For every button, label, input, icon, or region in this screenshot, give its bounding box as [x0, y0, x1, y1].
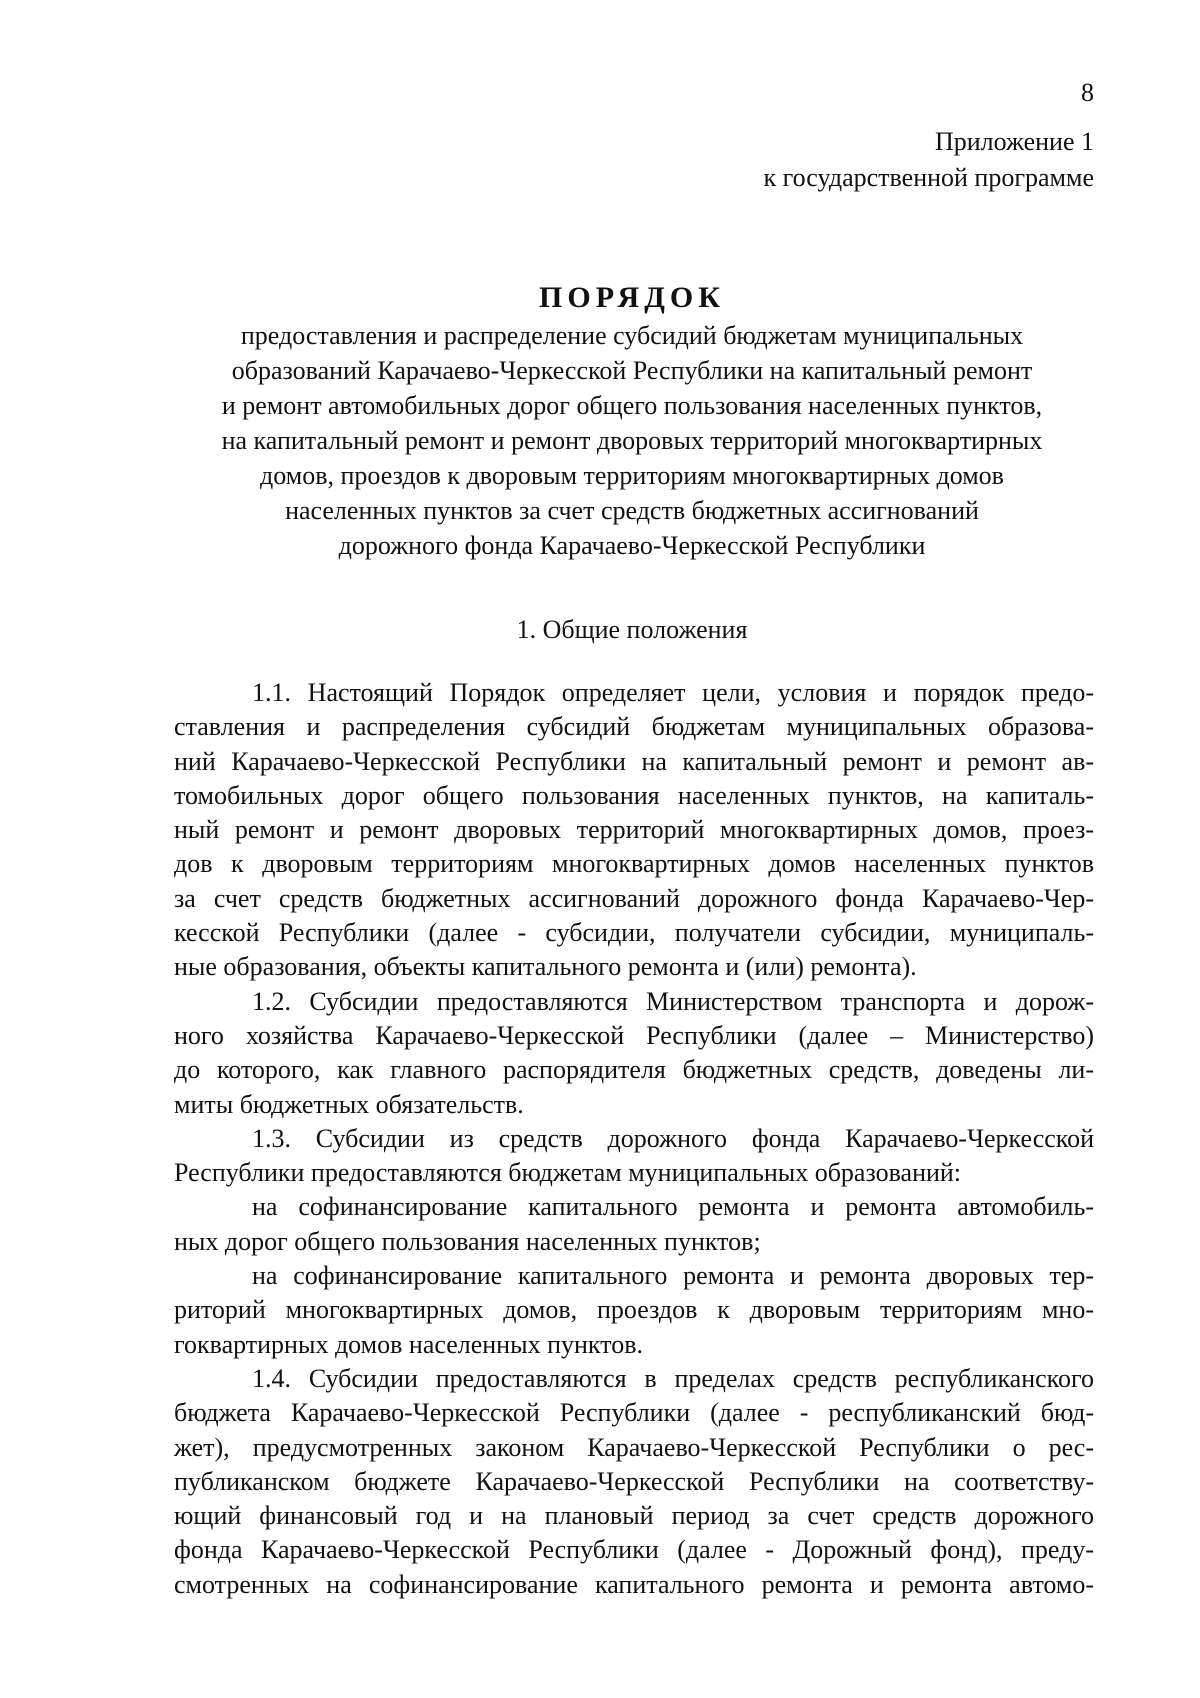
body-line: гоквартирных домов населенных пунктов.	[174, 1329, 643, 1359]
body-line: публиканском бюджете Карачаево-Черкесской Республики на соответству-	[174, 1466, 1094, 1496]
body-line: за счет средств бюджетных ассигнований дорожного фонда Карачаево-Чер-	[174, 883, 1094, 913]
body-line: риторий многоквартирных домов, проездов к дворовым территориям мно-	[174, 1295, 1094, 1325]
body-line: 1.3. Субсидии из средств дорожного фонда Карачаево-Черкесской	[252, 1123, 1094, 1153]
document-title: ПОРЯДОК	[539, 281, 725, 314]
body-line: ный ремонт и ремонт дворовых территорий многоквартирных домов, проез-	[174, 815, 1094, 845]
body-line: ставления и распределения субсидий бюджетам муниципальных образова-	[174, 712, 1094, 742]
title-block	[170, 280, 1094, 563]
section-heading: 1. Общие положения	[516, 615, 748, 644]
document-subtitle	[170, 318, 1094, 563]
body-line: Республики предоставляются бюджетам муниципальных образований:	[174, 1158, 962, 1188]
body-line: 1.4. Субсидии предоставляются в пределах средств республиканского	[252, 1363, 1094, 1393]
subtitle-line: на капитальный ремонт и ремонт дворовых территорий многоквартирных	[221, 426, 1043, 455]
subtitle-line: населенных пунктов за счет средств бюджетных ассигнований	[285, 496, 979, 525]
body-line: кесской Республики (далее - субсидии, получатели субсидии, муниципаль-	[174, 918, 1094, 948]
body-line: миты бюджетных обязательств.	[174, 1089, 524, 1119]
body-line: ного хозяйства Карачаево-Черкесской Республики (далее – Министерство)	[174, 1020, 1094, 1050]
appendix-header	[764, 124, 1095, 196]
subtitle-line: домов, проездов к дворовым территориям многоквартирных домов	[260, 461, 1004, 490]
appendix-line: к государственной программе	[763, 163, 1094, 192]
body-line: фонда Карачаево-Черкесской Республики (далее - Дорожный фонд), преду-	[174, 1535, 1094, 1565]
body-line: бюджета Карачаево-Черкесской Республики (далее - республиканский бюд-	[174, 1398, 1094, 1428]
subtitle-line: образований Карачаево-Черкесской Республики на капитальный ремонт	[231, 356, 1033, 385]
body-line: ющий финансовый год и на плановый период за счет средств дорожного	[174, 1501, 1094, 1531]
body-line: на софинансирование капитального ремонта и ремонта автомобиль-	[252, 1192, 1094, 1222]
body-line: 1.2. Субсидии предоставляются Министерством транспорта и дорож-	[252, 986, 1094, 1016]
appendix-line: Приложение 1	[934, 127, 1094, 156]
page-number: 8	[1081, 78, 1094, 107]
subtitle-line: предоставления и распределение субсидий бюджетам муниципальных	[240, 321, 1024, 350]
body-line: жет), предусмотренных законом Карачаево-Черкесской Республики о рес-	[174, 1432, 1094, 1462]
body-line: ний Карачаево-Черкесской Республики на капитальный ремонт и ремонт ав-	[174, 746, 1094, 776]
body-line: смотренных на софинансирование капитального ремонта и ремонта автомо-	[174, 1569, 1094, 1599]
subtitle-line: и ремонт автомобильных дорог общего пользования населенных пунктов,	[221, 391, 1043, 420]
body-line: дов к дворовым территориям многоквартирных домов населенных пунктов	[174, 849, 1094, 879]
body-line: 1.1. Настоящий Порядок определяет цели, условия и порядок предо-	[252, 678, 1094, 707]
body-line: на софинансирование капитального ремонта и ремонта дворовых тер-	[252, 1261, 1094, 1291]
body-line: ные образования, объекты капитального ремонта и (или) ремонта).	[174, 952, 917, 982]
subtitle-line: дорожного фонда Карачаево-Черкесской Республики	[338, 531, 926, 560]
body-line: ных дорог общего пользования населенных пунктов;	[174, 1226, 761, 1256]
body-line: до которого, как главного распорядителя бюджетных средств, доведены ли-	[174, 1055, 1094, 1085]
body-line: томобильных дорог общего пользования населенных пунктов, на капиталь-	[174, 780, 1094, 810]
body-text	[174, 676, 1094, 1602]
